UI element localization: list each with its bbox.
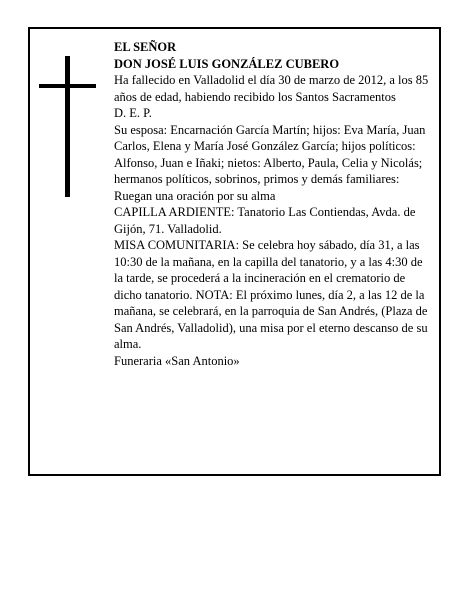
prayer-request: Ruegan una oración por su alma [114,188,276,203]
deceased-name: DON JOSÉ LUIS GONZÁLEZ CUBERO [114,56,340,71]
obituary-text [114,39,430,369]
death-announcement: Ha fallecido en Valladolid el día 30 de marzo de 2012, a los 85 años de edad, habiendo recibido los Santos Sacramentos [114,73,429,104]
family-list: Su esposa: Encarnación García Martín; hijos: Eva María, Juan Carlos, Elena y María José González García; hijos políticos: Alfonso, Juan e Iñaki; nietos: Alberto, Paula, Celia y Nicolás; hermanos políticos, sobrinos, primos y demás familiares: [114,122,426,186]
cross-horizontal-bar [39,84,96,88]
title-line-1: EL SEÑOR [114,40,177,54]
dep-line: D. E. P. [114,106,152,120]
funeral-home: Funeraria «San Antonio» [114,353,240,368]
chapel-info: CAPILLA ARDIENTE: Tanatorio Las Contiendas, Avda. de Gijón, 71. Valladolid. [114,205,416,236]
cross-vertical-bar [65,56,70,197]
mass-info: MISA COMUNITARIA: Se celebra hoy sábado, día 31, a las 10:30 de la mañana, en la capilla del tanatorio, y a las 4:30 de la tarde, se procederá a la incineración en el crematorio de dicho tanatorio. NOTA: El próximo lunes, día 2, a las 12 de la mañana, se celebrará, en la parroquia de San Andrés, (Plaza de San Andrés, Valladolid), una misa por el eterno descanso de su alma. [114,238,428,351]
